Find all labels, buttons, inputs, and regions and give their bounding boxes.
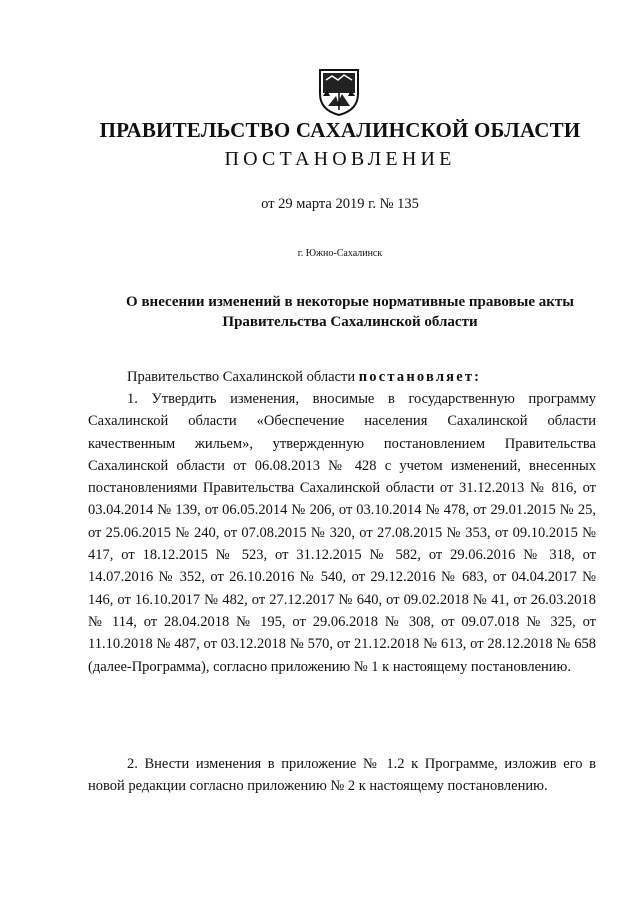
document-date-number: от 29 марта 2019 г. № 135 [261, 196, 419, 212]
preamble-text: Правительство Сахалинской области [127, 369, 359, 385]
document-city: г. Южно-Сахалинск [297, 248, 383, 259]
preamble-verb: постановляет: [358, 369, 482, 385]
item-2-paragraph: 2. Внести изменения в приложение № 1.2 к Программе, изложив его в новой редакции согласно приложению № 2 к настоящему постановлению. [88, 756, 596, 795]
item-1-paragraph: 1. Утвердить изменения, вносимые в государственную программу Сахалинской области «Обеспечение населения Сахалинской области качественным жильем», утвержденную постановлением Правительства Сахалинской области от 06.08.2013 № 428 с учетом изменений, внесенных постановлениями Правительства Сахалинской области от 31.12.2013 № 816, от 03.04.2014 № 139, от 06.05.2014 № 206, от 03.10.2014 № 478, от 29.01.2015 № 25, от 25.06.2015 № 240, от 07.08.2015 № 320, от 27.08.2015 № 353, от 09.10.2015 № 417, от 18.12.2015 № 523, от 31.12.2015 № 582, от 29.06.2016 № 318, от 14.07.2016 № 352, от 26.10.2016 № 540, от 29.12.2016 № 683, от 04.04.2017 № 146, от 16.10.2017 № 482, от 27.12.2017 № 640, от 09.02.2018 № 41, от 26.03.2018 № 114, от 28.04.2018 № 195, от 29.06.2018 № 308, от 09.07.018 № 325, от 11.10.2018 № 487, от 03.12.2018 № 570, от 21.12.2018 № 613, от 28.12.2018 № 658 (далее-Программа), согласно приложению № 1 к настоящему постановлению. [88, 391, 596, 675]
sakhalin-coat-of-arms-icon [318, 66, 360, 116]
document-type: ПОСТАНОВЛЕНИЕ [224, 148, 456, 170]
preamble-paragraph [88, 366, 596, 388]
organization-title: ПРАВИТЕЛЬСТВО САХАЛИНСКОЙ ОБЛАСТИ [99, 118, 581, 142]
document-subject: О внесении изменений в некоторые нормативные правовые акты Правительства Сахалинской области [126, 294, 574, 330]
